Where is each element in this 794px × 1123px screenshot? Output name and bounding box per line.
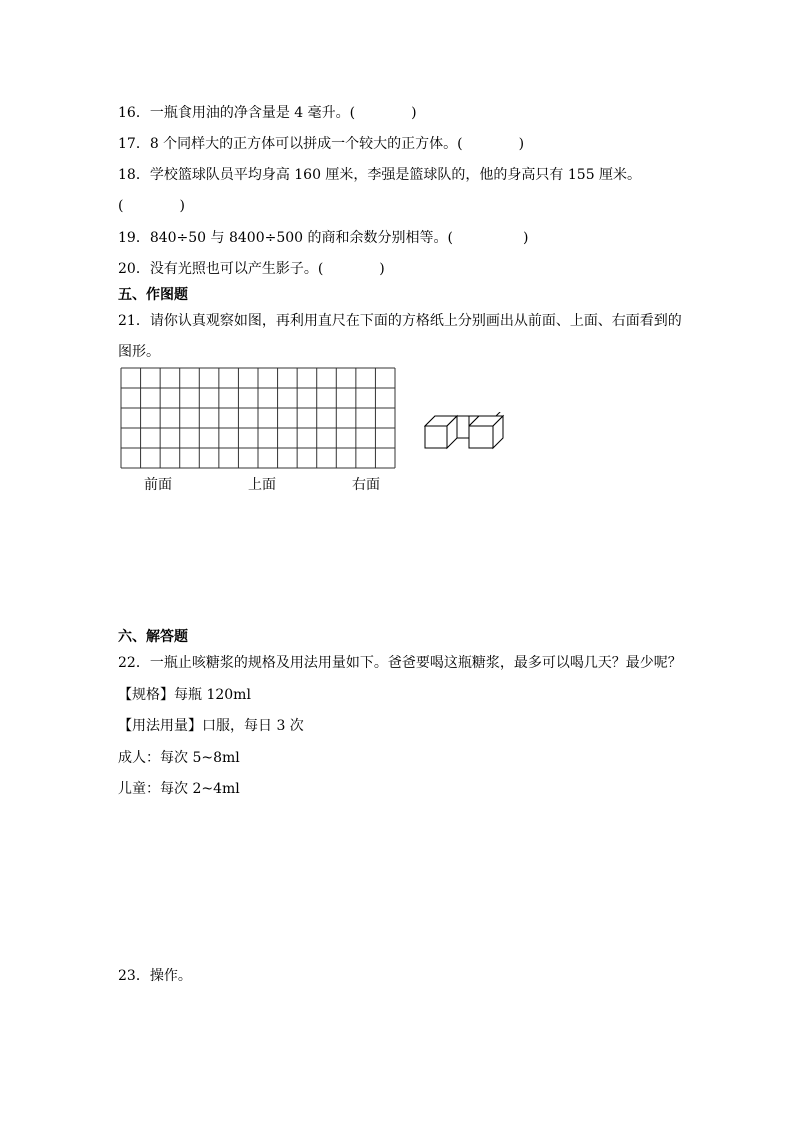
label-front: 前面 <box>144 477 172 493</box>
question-21-line-1: 21．请你认真观察如图，再利用直尺在下面的方格纸上分别画出从前面、上面、右面看到的 <box>118 313 682 329</box>
label-top: 上面 <box>248 477 276 493</box>
adult-dosage: 成人：每次 5~8ml <box>118 750 240 766</box>
section-6-heading: 六、解答题 <box>118 629 188 645</box>
cube-figure <box>424 412 506 450</box>
label-right: 右面 <box>352 477 380 493</box>
drawing-grid <box>120 367 396 469</box>
usage-line: 【用法用量】口服，每日 3 次 <box>118 718 304 734</box>
question-18: 18．学校篮球队员平均身高 160 厘米，李强是篮球队的，他的身高只有 155 厘米。 <box>118 167 642 183</box>
question-22: 22．一瓶止咳糖浆的规格及用法用量如下。爸爸要喝这瓶糖浆，最多可以喝几天？最少呢？ <box>118 655 682 671</box>
question-18-answer-blank: ( ) <box>118 198 185 214</box>
question-21-line-2: 图形。 <box>118 344 160 360</box>
question-19: 19．840÷50 与 8400÷500 的商和余数分别相等。( ) <box>118 230 529 246</box>
question-16: 16．一瓶食用油的净含量是 4 毫升。( ) <box>118 105 417 121</box>
child-dosage: 儿童：每次 2~4ml <box>118 781 240 797</box>
question-17: 17．8 个同样大的正方体可以拼成一个较大的正方体。( ) <box>118 136 525 152</box>
question-23: 23．操作。 <box>118 968 192 984</box>
question-20: 20．没有光照也可以产生影子。( ) <box>118 261 385 277</box>
spec-line: 【规格】每瓶 120ml <box>118 687 251 703</box>
section-5-heading: 五、作图题 <box>118 287 188 303</box>
